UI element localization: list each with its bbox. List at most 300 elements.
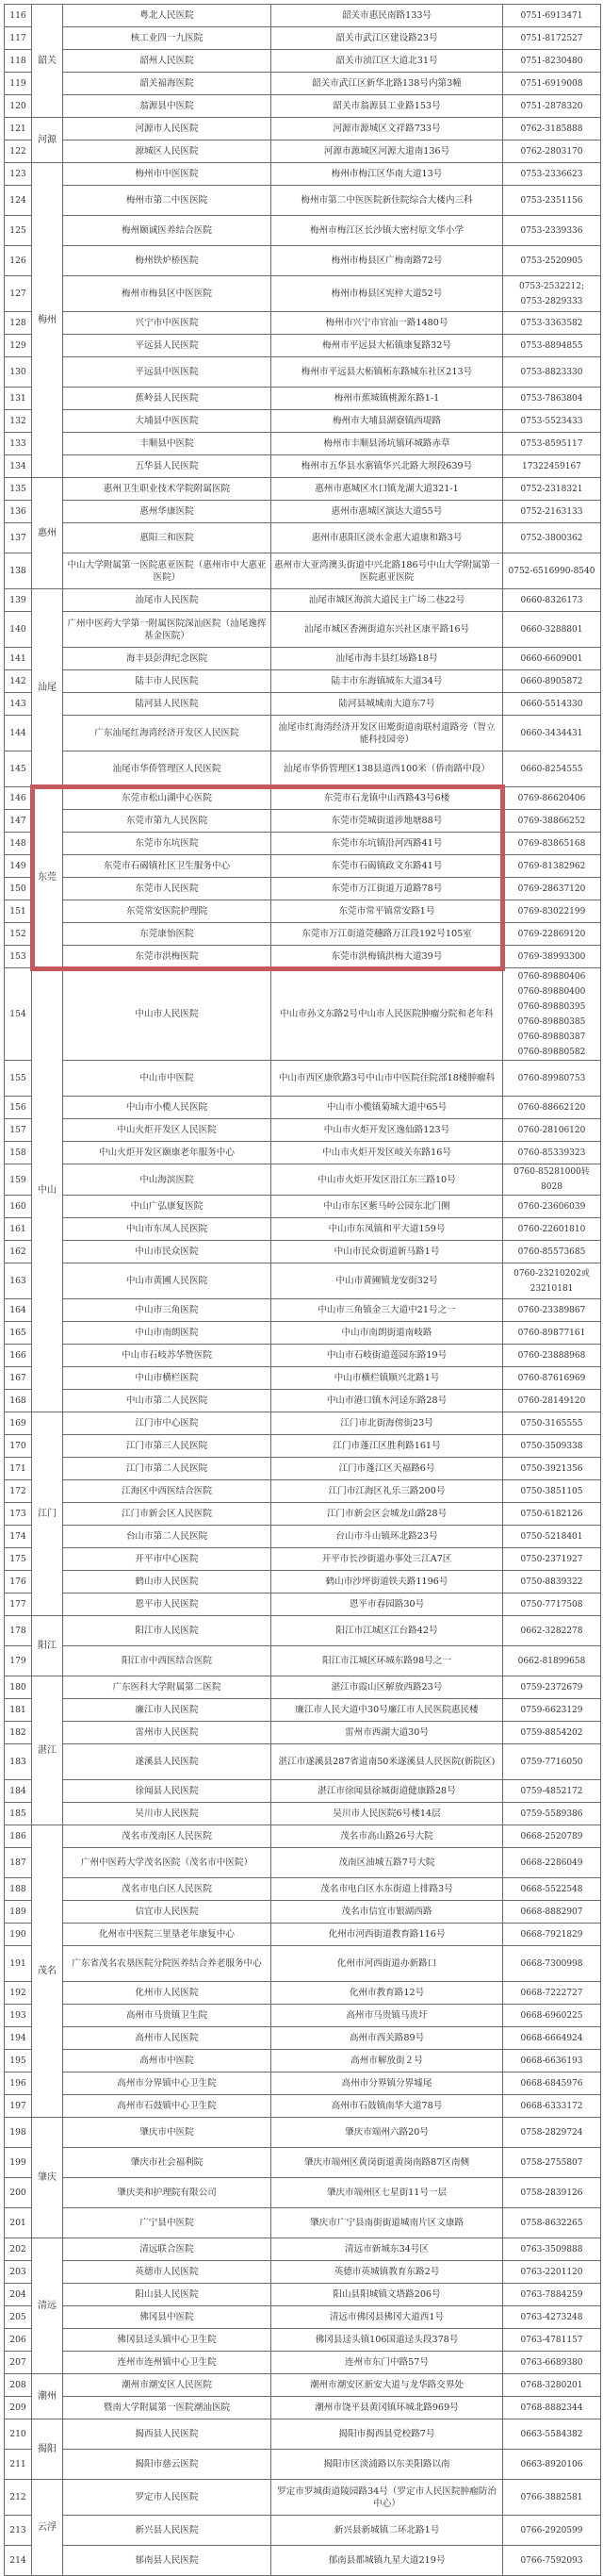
table-row [5,2261,601,2284]
row-number: 137 [5,523,32,553]
hospital-phone [503,1458,601,1480]
hospital-phone [503,73,601,95]
table-row [5,2118,601,2148]
hospital-address: 中山市黄圃镇龙安街32号 [271,1263,503,1299]
phone-number: 0760-89880395 [517,1001,586,1012]
hospital-name: 开平市中心医院 [63,1548,271,1571]
phone-number: 0751-6919008 [520,78,583,89]
row-number: 177 [5,1593,32,1616]
table-row [5,900,601,923]
hospital-address: 汕尾市城区香洲街道东兴社区康平路16号 [271,612,503,648]
table-row [5,553,601,589]
table-row [5,1322,601,1345]
hospital-address: 潮州市饶平县黄冈镇环城北路969号 [271,2397,503,2419]
table-row [5,878,601,900]
hospital-phone [503,1548,601,1571]
table-row [5,140,601,163]
hospital-address: 中山市火炬开发区逸仙路123号 [271,1119,503,1142]
phone-number: 0769-83022199 [517,906,586,916]
phone-number: 0753-2829333 [520,296,583,306]
hospital-name: 罗定市人民医院 [63,2480,271,2516]
hospital-phone [503,1722,601,1744]
hospital-phone [503,1848,601,1878]
hospital-name: 肇庆美和护理院有限公司 [63,2178,271,2208]
table-row [5,1982,601,2005]
hospital-phone [503,923,601,946]
phone-number: 0758-2839126 [520,2188,583,2198]
hospital-name: 广州中医药大学第一附属医院深汕医院（汕尾逸挥基金医院） [63,612,271,648]
hospital-phone [503,787,601,810]
table-row [5,410,601,433]
table-row [5,276,601,312]
table-row [5,1435,601,1458]
table-row [5,2546,601,2576]
row-number: 152 [5,923,32,946]
table-row [5,5,601,27]
hospital-address: 中山市石岐街道莲园东路19号 [271,1345,503,1367]
hospital-phone [503,335,601,357]
row-number: 193 [5,2005,32,2027]
hospital-phone [503,693,601,716]
hospital-name: 梅州颐诚医养结合医院 [63,216,271,246]
region-cell: 中山 [32,968,63,1412]
phone-number: 0668-7921829 [520,1929,583,1940]
phone-number: 0753-8595117 [520,438,583,449]
hospital-phone [503,163,601,186]
hospital-name: 潮州市潮安区人民医院 [63,2374,271,2397]
phone-number: 0750-3509338 [520,1441,583,1451]
hospital-name: 核工业四一九医院 [63,27,271,50]
region-cell: 韶关 [32,5,63,118]
table-row [5,2329,601,2352]
table-row [5,1218,601,1241]
hospital-name: 广宁县中医院 [63,2208,271,2238]
phone-number: 0766-3882581 [520,2492,583,2502]
phone-number: 0668-6845976 [520,2078,583,2089]
row-number: 168 [5,1390,32,1412]
hospital-phone [503,878,601,900]
hospital-address: 开平市长沙街道办事处三江A7区 [271,1548,503,1571]
hospital-address: 东莞市常平镇常安路1号 [271,900,503,923]
hospital-address: 东莞市石碣镇政文东路41号 [271,855,503,878]
row-number: 202 [5,2238,32,2261]
phone-number: 0668-7300998 [520,1958,583,1969]
phone-number: 0660-3434431 [520,728,583,738]
hospital-name: 中山市三角医院 [63,1299,271,1322]
hospital-phone [503,1646,601,1676]
hospital-name: 丰顺县中医院 [63,433,271,455]
table-row [5,693,601,716]
hospital-name: 韶关福海医院 [63,73,271,95]
row-number: 147 [5,810,32,833]
hospital-name: 雷州市人民医院 [63,1722,271,1744]
phone-number: 0663-5584382 [520,2429,583,2439]
phone-number: 0760-89880406 [517,971,586,982]
phone-number: 0760-89880400 [517,986,586,997]
table-row [5,216,601,246]
hospital-phone [503,1263,601,1299]
hospital-address: 湛江市遂溪县287省道南50米遂溪县人民医院(新院区) [271,1744,503,1780]
hospital-name: 东莞市松山湖中心医院 [63,787,271,810]
hospital-phone [503,1061,601,1097]
hospital-name: 中山市小榄人民医院 [63,1097,271,1119]
phone-number: 0769-83865168 [517,838,586,849]
hospital-address: 湛江市霞山区解放西路23号 [271,1676,503,1699]
hospital-name: 肇庆市社会福利院 [63,2148,271,2178]
phone-number: 0766-7592093 [520,2555,583,2566]
phone-number: 0759-5589386 [520,1808,583,1819]
row-number: 214 [5,2546,32,2576]
hospital-name: 阳江市中西医结合医院 [63,1646,271,1676]
row-number: 155 [5,1061,32,1097]
hospital-address: 东莞市洪梅镇洪梅大道39号 [271,946,503,968]
row-number: 211 [5,2450,32,2480]
phone-number: 0752-2318321 [520,484,583,494]
hospital-name: 中山市南朗医院 [63,1322,271,1345]
hospital-name: 粤北人民医院 [63,5,271,27]
hospital-phone [503,1218,601,1241]
hospital-name: 廉江市人民医院 [63,1699,271,1722]
hospital-name: 平远县人民医院 [63,335,271,357]
table-row [5,1458,601,1480]
hospital-phone [503,2480,601,2516]
row-number: 191 [5,1946,32,1982]
phone-number: 0753-2336623 [520,169,583,179]
row-number: 119 [5,73,32,95]
phone-number: 0660-3288801 [520,624,583,635]
hospital-address: 湛江市徐闻县徐城街道健康路28号 [271,1780,503,1803]
row-number: 139 [5,589,32,612]
row-number: 179 [5,1646,32,1676]
hospital-address: 汕尾市海丰县红场路18号 [271,648,503,670]
phone-number: 0760-87616969 [517,1373,586,1383]
row-number: 146 [5,787,32,810]
hospital-phone [503,833,601,855]
hospital-name: 高州市石鼓镇中心卫生院 [63,2095,271,2118]
hospital-address: 江门市新会区会城龙山路28号 [271,1503,503,1526]
phone-number: 0760-23210202或 [513,1268,590,1279]
region-cell: 东莞 [32,787,63,968]
hospital-phone [503,1480,601,1503]
hospital-phone [503,1982,601,2005]
hospital-phone [503,2148,601,2178]
hospital-phone [503,388,601,410]
phone-number: 0750-3921356 [520,1463,583,1474]
row-number: 188 [5,1878,32,1901]
hospital-name: 高州市中医院 [63,2050,271,2072]
hospital-address: 高州市解放街２号 [271,2050,503,2072]
hospital-name: 高州市分界镇中心卫生院 [63,2072,271,2095]
table-row [5,2095,601,2118]
phone-number: 0752-3800362 [520,533,583,543]
hospital-phone [503,1901,601,1924]
hospital-address: 阳江市江城区环城东路98号之一 [271,1646,503,1676]
phone-number: 0760-85573685 [517,1247,586,1257]
table-row [5,1825,601,1848]
hospital-phone [503,410,601,433]
hospital-phone [503,1345,601,1367]
hospital-phone [503,1322,601,1345]
hospital-address: 台山市斗山镇环北路23号 [271,1526,503,1548]
hospital-name: 中山市人民医院 [63,968,271,1061]
hospital-address: 韶关市武江区建设路23号 [271,27,503,50]
table-row [5,1480,601,1503]
hospital-phone [503,1946,601,1982]
hospital-phone [503,433,601,455]
hospital-name: 阳山县人民医院 [63,2284,271,2306]
hospital-name: 广东汕尾红海湾经济开发区人民医院 [63,716,271,751]
hospital-name: 翁源县中医院 [63,95,271,118]
hospital-address: 茂名市信宜市银湖西路 [271,1901,503,1924]
phone-number: 0753-8894855 [520,340,583,351]
hospital-address: 鹤山市沙坪街道铁夫路1196号 [271,1571,503,1593]
table-row [5,2208,601,2238]
row-number: 150 [5,878,32,900]
row-number: 212 [5,2480,32,2516]
phone-number: 0750-3165555 [520,1418,583,1428]
hospital-phone [503,1571,601,1593]
phone-number: 0760-85339323 [517,1148,586,1158]
hospital-phone [503,2306,601,2329]
table-row [5,670,601,693]
row-number: 122 [5,140,32,163]
row-number: 185 [5,1803,32,1825]
table-row [5,1548,601,1571]
hospital-address: 肇庆市端州六路20号 [271,2118,503,2148]
table-row [5,1503,601,1526]
phone-number: 0753-2532212; [518,281,585,291]
phone-number: 0668-6960225 [520,2010,583,2021]
hospital-phone [503,2050,601,2072]
hospital-address: 东莞市石龙镇中山西路43号6楼 [271,787,503,810]
phone-number: 0753-3363582 [520,318,583,328]
hospital-name: 陆丰市人民医院 [63,670,271,693]
hospital-name: 梅州市中医医院 [63,163,271,186]
hospital-address: 揭阳市揭西县党校路7号 [271,2419,503,2450]
row-number: 123 [5,163,32,186]
row-number: 151 [5,900,32,923]
hospital-name: 中山火炬开发区人民医院 [63,1119,271,1142]
hospital-phone [503,276,601,312]
phone-number: 0760-88662120 [517,1102,586,1113]
hospital-phone [503,900,601,923]
region-cell: 茂名 [32,1825,63,2118]
hospital-phone [503,589,601,612]
table-row [5,186,601,216]
hospital-phone [503,1119,601,1142]
row-number: 133 [5,433,32,455]
hospital-address: 梅州市平远县大柘镇康复路32号 [271,335,503,357]
phone-number: 0760-23888968 [517,1350,586,1361]
hospital-address: 罗定市罗城街道陵园路34号（罗定市人民医院肿瘤防治中心） [271,2480,503,2516]
hospital-address: 中山市民众街道新马路1号 [271,1241,503,1263]
table-row [5,1924,601,1946]
row-number: 148 [5,833,32,855]
table-row [5,118,601,140]
hospital-name: 梅州市梅县区中医医院 [63,276,271,312]
table-row [5,2397,601,2419]
row-number: 171 [5,1458,32,1480]
table-row [5,1803,601,1825]
hospital-address: 高州市分界镇分界墟尾 [271,2072,503,2095]
hospital-phone [503,1526,601,1548]
hospital-name: 惠州华康医院 [63,501,271,523]
hospital-name: 江门市新会区人民医院 [63,1503,271,1526]
region-cell: 肇庆 [32,2118,63,2238]
row-number: 173 [5,1503,32,1526]
row-number: 163 [5,1263,32,1299]
hospital-phone [503,2005,601,2027]
hospital-address: 汕尾市城区海滨大道民主广场二巷22号 [271,589,503,612]
table-row [5,2072,601,2095]
hospital-address: 清远市佛冈县佛冈大道西1号 [271,2306,503,2329]
row-number: 118 [5,50,32,73]
hospital-address: 恩平市春园路30号 [271,1593,503,1616]
phone-number: 0760-89980753 [517,1073,586,1083]
table-row [5,2352,601,2374]
row-number: 154 [5,968,32,1061]
hospital-phone [503,1616,601,1646]
hospital-name: 广东省茂名农垦医院分院医养结合养老服务中心 [63,1946,271,1982]
table-row [5,2027,601,2050]
row-number: 127 [5,276,32,312]
phone-number: 0760-89880582 [517,1047,586,1057]
row-number: 183 [5,1744,32,1780]
hospital-name: 东莞常安医院护理院 [63,900,271,923]
table-row [5,589,601,612]
hospital-address: 高州市石鼓镇南华大道78号 [271,2095,503,2118]
region-cell: 江门 [32,1412,63,1616]
row-number: 141 [5,648,32,670]
hospital-address: 阳江市江城区江台路42号 [271,1616,503,1646]
row-number: 190 [5,1924,32,1946]
hospital-phone [503,2516,601,2546]
region-cell: 揭阳 [32,2419,63,2480]
hospital-address: 惠州市惠阳区淡水金惠大道康和路3号 [271,523,503,553]
hospital-name: 陆河县人民医院 [63,693,271,716]
hospital-phone [503,810,601,833]
hospital-phone [503,501,601,523]
table-row [5,73,601,95]
hospital-phone [503,2546,601,2576]
hospital-phone [503,2238,601,2261]
row-number: 194 [5,2027,32,2050]
phone-number: 0760-89880385 [517,1016,586,1027]
table-row [5,478,601,501]
phone-number: 0758-8632265 [520,2218,583,2228]
row-number: 126 [5,246,32,276]
row-number: 157 [5,1119,32,1142]
hospital-phone [503,1878,601,1901]
table-row [5,1345,601,1367]
row-number: 160 [5,1196,32,1218]
phone-number: 0750-7717508 [520,1599,583,1610]
row-number: 206 [5,2329,32,2352]
hospital-name: 揭西县人民医院 [63,2419,271,2450]
phone-number: 0759-4852172 [520,1786,583,1796]
hospital-address: 江门市蓬江区胜利路161号 [271,1435,503,1458]
hospital-address: 潮州市潮安区新安大道与龙华路交界处 [271,2374,503,2397]
hospital-phone [503,455,601,478]
hospital-name: 梅州市第二中医医院 [63,186,271,216]
table-row [5,1571,601,1593]
phone-number: 23210181 [530,1283,574,1294]
hospital-name: 江海区中西医结合医院 [63,1480,271,1503]
hospital-address: 梅州市梅江区长沙镇大密村原文华小学 [271,216,503,246]
hospital-address: 中山市火炬开发区岐关东路16号 [271,1142,503,1164]
phone-number: 0668-2520789 [520,1831,583,1841]
row-number: 199 [5,2148,32,2178]
table-row [5,1526,601,1548]
row-number: 130 [5,357,32,388]
hospital-address: 中山市横栏镇顺兴北路1号 [271,1367,503,1390]
region-cell: 清远 [32,2238,63,2374]
table-row [5,855,601,878]
phone-number: 0759-6623129 [520,1705,583,1715]
table-row [5,95,601,118]
hospital-name: 河源市人民医院 [63,118,271,140]
table-row [5,833,601,855]
table-row [5,1390,601,1412]
hospital-name: 台山市第二人民医院 [63,1526,271,1548]
hospital-phone [503,1142,601,1164]
row-number: 156 [5,1097,32,1119]
phone-number: 0760-23606039 [517,1201,586,1212]
row-number: 195 [5,2050,32,2072]
hospital-phone [503,2374,601,2397]
row-number: 132 [5,410,32,433]
hospital-address: 佛冈县迳头镇106国道迳头段378号 [271,2329,503,2352]
hospital-name: 恩平市人民医院 [63,1593,271,1616]
table-row [5,357,601,388]
hospital-phone [503,1825,601,1848]
hospital-phone [503,2027,601,2050]
row-number: 121 [5,118,32,140]
hospital-phone [503,357,601,388]
row-number: 169 [5,1412,32,1435]
hospital-name: 韶州人民医院 [63,50,271,73]
hospital-address: 东莞市东坑镇沿河西路41号 [271,833,503,855]
table-row [5,1722,601,1744]
table-row [5,2148,601,2178]
table-row [5,1142,601,1164]
row-number: 181 [5,1699,32,1722]
phone-number: 0750-3851105 [520,1486,583,1496]
row-number: 208 [5,2374,32,2397]
row-number: 180 [5,1676,32,1699]
hospital-name: 中山市中医院 [63,1061,271,1097]
hospital-name: 惠州卫生职业技术学院附属医院 [63,478,271,501]
hospital-phone [503,2118,601,2148]
hospital-phone [503,716,601,751]
row-number: 145 [5,751,32,787]
row-number: 172 [5,1480,32,1503]
hospital-address: 梅州市丰顺县汤坑镇环城路赤草 [271,433,503,455]
hospital-name: 高州市人民医院 [63,2027,271,2050]
table-row [5,1241,601,1263]
hospital-phone [503,2208,601,2238]
phone-number: 0753-2351156 [520,195,583,206]
row-number: 176 [5,1571,32,1593]
hospital-name: 五华县人民医院 [63,455,271,478]
hospital-address: 梅州市梅江区华南大道13号 [271,163,503,186]
hospital-name: 中山市第二人民医院 [63,1390,271,1412]
table-row [5,2374,601,2397]
hospital-name: 东莞市人民医院 [63,878,271,900]
row-number: 165 [5,1322,32,1345]
hospital-name: 江门市第二人民医院 [63,1458,271,1480]
table-row [5,501,601,523]
